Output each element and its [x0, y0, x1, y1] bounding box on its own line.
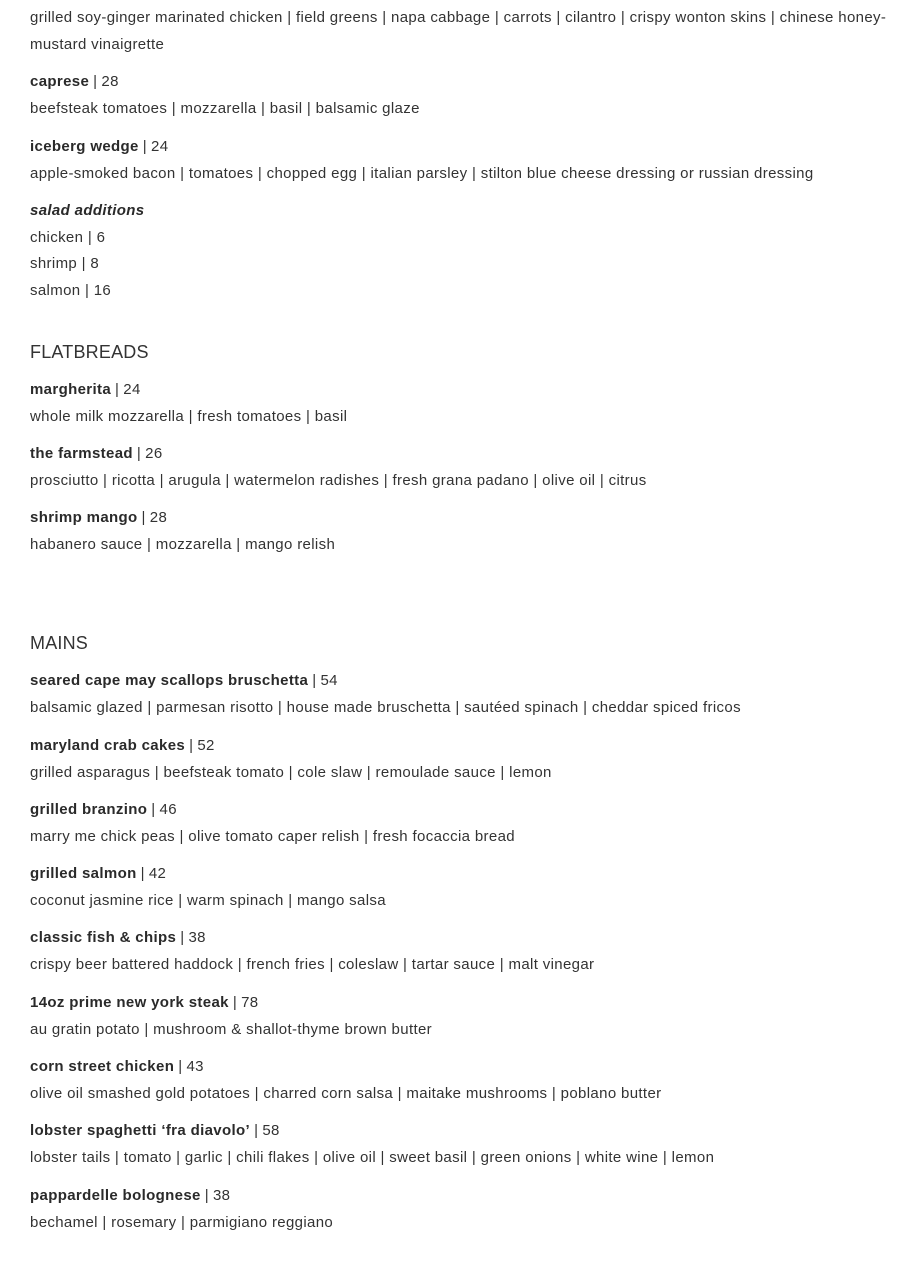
menu-item-name: 14oz prime new york steak	[30, 994, 229, 1011]
section-title-flatbreads: FLATBREADS	[30, 342, 149, 362]
salad-additions	[30, 198, 144, 304]
menu-item	[30, 1183, 333, 1236]
price-separator: |	[141, 509, 146, 526]
price-separator: |	[312, 672, 317, 689]
menu-item	[30, 505, 335, 558]
menu-item	[30, 134, 814, 187]
menu-item-name: iceberg wedge	[30, 138, 139, 155]
menu-item-description: bechamel | rosemary | parmigiano reggiano	[30, 1213, 334, 1231]
price-separator: |	[254, 1122, 259, 1139]
menu-item	[30, 797, 515, 850]
menu-item	[30, 861, 386, 914]
addition-item: salmon | 16	[30, 281, 112, 299]
addition-item: shrimp | 8	[30, 255, 100, 272]
menu-item-name: pappardelle bolognese	[30, 1187, 201, 1204]
menu-item-name: seared cape may scallops bruschetta	[30, 672, 309, 689]
menu-item-description: coconut jasmine rice | warm spinach | mango salsa	[30, 891, 386, 909]
menu-item	[30, 1054, 662, 1107]
menu-item-price: 52	[197, 737, 215, 754]
menu-item-description: whole milk mozzarella | fresh tomatoes | basil	[30, 407, 348, 425]
price-separator: |	[136, 445, 142, 462]
menu-item	[30, 441, 647, 494]
salad-additions-title: salad additions	[30, 202, 145, 219]
menu-item-price: 38	[212, 1187, 231, 1204]
menu-item-price: 58	[262, 1122, 280, 1139]
menu-item-name: caprese	[30, 73, 90, 90]
menu-item-price: 78	[241, 994, 259, 1011]
menu-item-description: crispy beer battered haddock | french fries | coleslaw | tartar sauce | malt vinegar	[30, 955, 595, 973]
menu-item-description: prosciutto | ricotta | arugula | watermelon radishes | fresh grana padano | olive oil | citrus	[30, 471, 647, 489]
menu-item-description: balsamic glazed | parmesan risotto | house made bruschetta | sautéed spinach | cheddar spiced fricos	[30, 698, 741, 716]
menu-item-price: 38	[188, 929, 206, 946]
menu-item-description: habanero sauce | mozzarella | mango relish	[30, 535, 336, 553]
menu-item-description: beefsteak tomatoes | mozzarella | basil | balsamic glaze	[30, 99, 420, 117]
menu-item-name: classic fish & chips	[30, 929, 177, 946]
menu-item	[30, 925, 594, 978]
menu-item-description: grilled asparagus | beefsteak tomato | cole slaw | remoulade sauce | lemon	[30, 763, 552, 781]
price-separator: |	[180, 929, 185, 946]
menu-item-name: lobster spaghetti ‘fra diavolo’	[30, 1122, 251, 1139]
menu-item	[30, 990, 432, 1043]
price-separator: |	[204, 1187, 209, 1204]
addition-item: chicken | 6	[30, 228, 106, 246]
menu-item-description: apple-smoked bacon | tomatoes | chopped egg | italian parsley | stilton blue cheese dressing or russian dressing	[30, 164, 814, 182]
price-separator: |	[93, 73, 98, 90]
menu-item-description: marry me chick peas | olive tomato caper relish | fresh focaccia bread	[30, 827, 515, 845]
menu-item-name: shrimp mango	[30, 509, 138, 526]
price-separator: |	[189, 737, 194, 754]
menu-item-description: lobster tails | tomato | garlic | chili flakes | olive oil | sweet basil | green onions | white wine | lemon	[30, 1148, 715, 1166]
price-separator: |	[115, 381, 120, 398]
menu-item	[30, 1118, 714, 1171]
menu-item	[30, 668, 741, 721]
menu-item-name: margherita	[30, 381, 112, 398]
menu-item-name: corn street chicken	[30, 1058, 175, 1075]
price-separator: |	[232, 994, 238, 1011]
price-separator: |	[142, 138, 148, 155]
menu-item-price: 24	[123, 381, 141, 398]
menu-item-name: the farmstead	[30, 445, 133, 462]
menu-item	[30, 69, 420, 122]
section-title-mains: MAINS	[30, 633, 89, 653]
menu-item-price: 54	[320, 672, 338, 689]
menu-item-price: 46	[159, 801, 177, 818]
menu-item-description: olive oil smashed gold potatoes | charred corn salsa | maitake mushrooms | poblano butter	[30, 1084, 662, 1102]
menu-item-price: 43	[186, 1058, 204, 1075]
menu-item-name: maryland crab cakes	[30, 737, 186, 754]
menu-item-price: 28	[101, 73, 119, 90]
menu-item-price: 42	[148, 865, 167, 882]
salad-item-description: grilled soy-ginger marinated chicken | field greens | napa cabbage | carrots | cilantro | crispy wonton skins | chinese honey-mustard vinaigrette	[30, 9, 887, 53]
menu-item-price: 28	[149, 509, 168, 526]
price-separator: |	[178, 1058, 183, 1075]
menu-item-name: grilled branzino	[30, 801, 148, 818]
menu-item-price: 24	[151, 138, 169, 155]
price-separator: |	[151, 801, 156, 818]
menu-item-price: 26	[145, 445, 163, 462]
menu-item-name: grilled salmon	[30, 865, 137, 882]
menu-item	[30, 377, 347, 430]
menu-item-description: au gratin potato | mushroom & shallot-thyme brown butter	[30, 1020, 433, 1038]
price-separator: |	[140, 865, 145, 882]
menu-item	[30, 733, 552, 786]
